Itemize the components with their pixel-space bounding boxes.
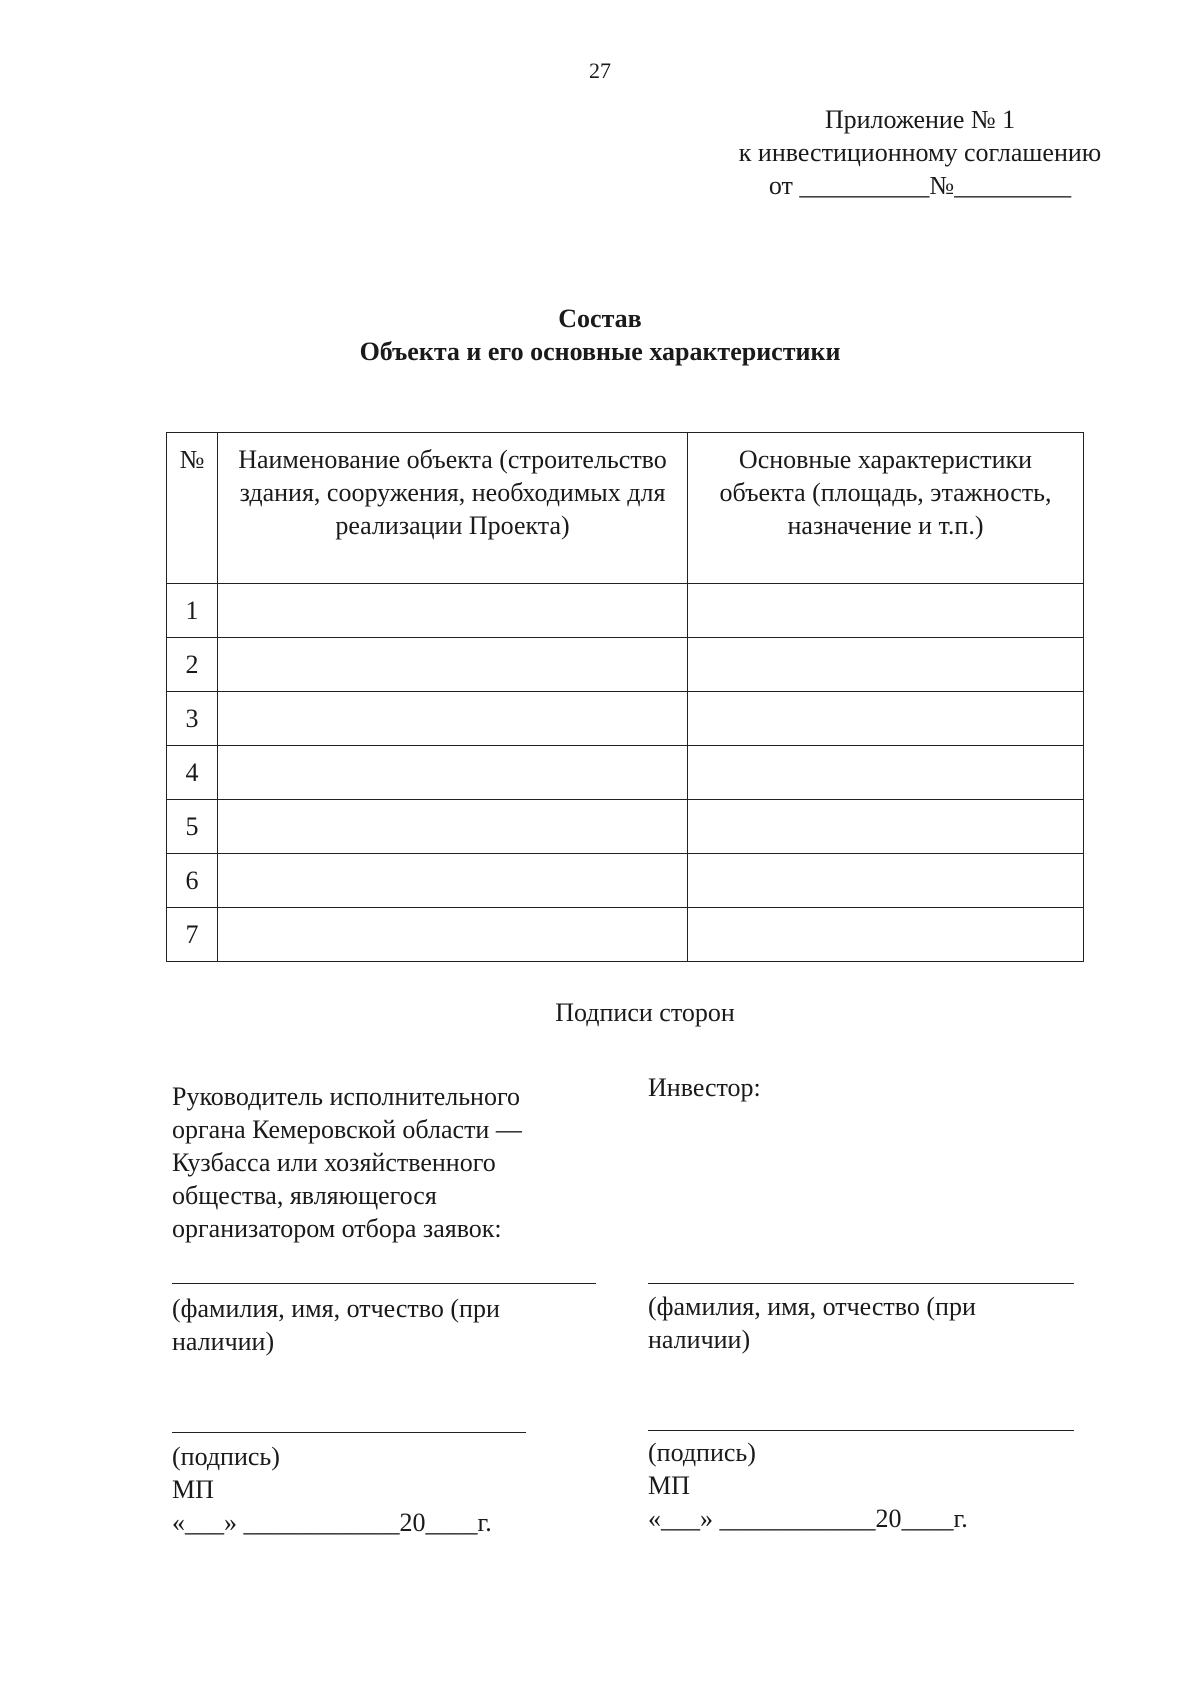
characteristics-cell[interactable] [688, 908, 1084, 962]
annex-reference: к инвестиционному соглашению [738, 138, 1102, 167]
table-row [167, 692, 1084, 746]
object-name-cell[interactable] [218, 746, 688, 800]
right-seal: МП [648, 1471, 690, 1500]
header-object-name: Наименование объекта (строительство здания, сооружения, необходимых для реализации Проекта) [218, 433, 688, 584]
left-role-line: органа Кемеровской области — [172, 1115, 522, 1144]
characteristics-cell[interactable] [688, 746, 1084, 800]
row-number: 5 [167, 800, 218, 854]
table-row [167, 800, 1084, 854]
annex-date-number: от __________№_________ [768, 171, 1072, 200]
signatures-heading: Подписи сторон [555, 998, 735, 1027]
header-number: № [167, 433, 218, 584]
left-signature-block [172, 1440, 492, 1539]
right-signature-caption: (подпись) [648, 1438, 756, 1467]
right-date: «___» ____________20____г. [648, 1504, 968, 1533]
row-number: 1 [167, 584, 218, 638]
right-party-role [648, 1071, 761, 1104]
left-role-line: Кузбасса или хозяйственного [172, 1148, 496, 1177]
right-name-line[interactable] [648, 1283, 1074, 1284]
object-name-cell[interactable] [218, 800, 688, 854]
right-name-caption [648, 1290, 976, 1356]
document-title [0, 302, 1200, 368]
right-name-caption-line: наличии) [648, 1325, 751, 1354]
row-number: 4 [167, 746, 218, 800]
right-signature-block [648, 1436, 968, 1535]
left-seal: МП [172, 1475, 214, 1504]
row-number: 6 [167, 854, 218, 908]
object-name-cell[interactable] [218, 854, 688, 908]
left-name-caption [172, 1292, 500, 1358]
left-party-role [172, 1080, 522, 1245]
title-line-1: Состав [558, 304, 642, 333]
header-characteristics: Основные характеристики объекта (площадь, этажность, назначение и т.п.) [688, 433, 1084, 584]
left-name-caption-line: (фамилия, имя, отчество (при [172, 1294, 500, 1323]
left-role-line: Руководитель исполнительного [172, 1082, 520, 1111]
characteristics-cell[interactable] [688, 692, 1084, 746]
row-number: 2 [167, 638, 218, 692]
characteristics-cell[interactable] [688, 638, 1084, 692]
annex-title: Приложение № 1 [824, 105, 1016, 134]
table-row [167, 746, 1084, 800]
right-signature-line[interactable] [648, 1430, 1074, 1431]
characteristics-cell[interactable] [688, 800, 1084, 854]
object-name-cell[interactable] [218, 692, 688, 746]
table-row [167, 854, 1084, 908]
characteristics-cell[interactable] [688, 854, 1084, 908]
title-line-2: Объекта и его основные характеристики [359, 337, 841, 366]
left-signature-caption: (подпись) [172, 1442, 280, 1471]
table-header-row [167, 433, 1084, 584]
table-row [167, 908, 1084, 962]
object-name-cell[interactable] [218, 638, 688, 692]
left-role-line: общества, являющегося [172, 1181, 437, 1210]
annex-header [700, 103, 1140, 202]
object-name-cell[interactable] [218, 908, 688, 962]
left-signature-line[interactable] [172, 1432, 526, 1433]
row-number: 7 [167, 908, 218, 962]
table-row [167, 584, 1084, 638]
object-name-cell[interactable] [218, 584, 688, 638]
table-row [167, 638, 1084, 692]
characteristics-cell[interactable] [688, 584, 1084, 638]
page-number: 27 [589, 58, 611, 83]
right-role-line: Инвестор: [648, 1073, 761, 1102]
right-name-caption-line: (фамилия, имя, отчество (при [648, 1292, 976, 1321]
left-name-caption-line: наличии) [172, 1327, 275, 1356]
left-role-line: организатором отбора заявок: [172, 1214, 502, 1243]
left-date: «___» ____________20____г. [172, 1508, 492, 1537]
objects-table [166, 432, 1084, 962]
row-number: 3 [167, 692, 218, 746]
left-name-line[interactable] [172, 1283, 596, 1284]
